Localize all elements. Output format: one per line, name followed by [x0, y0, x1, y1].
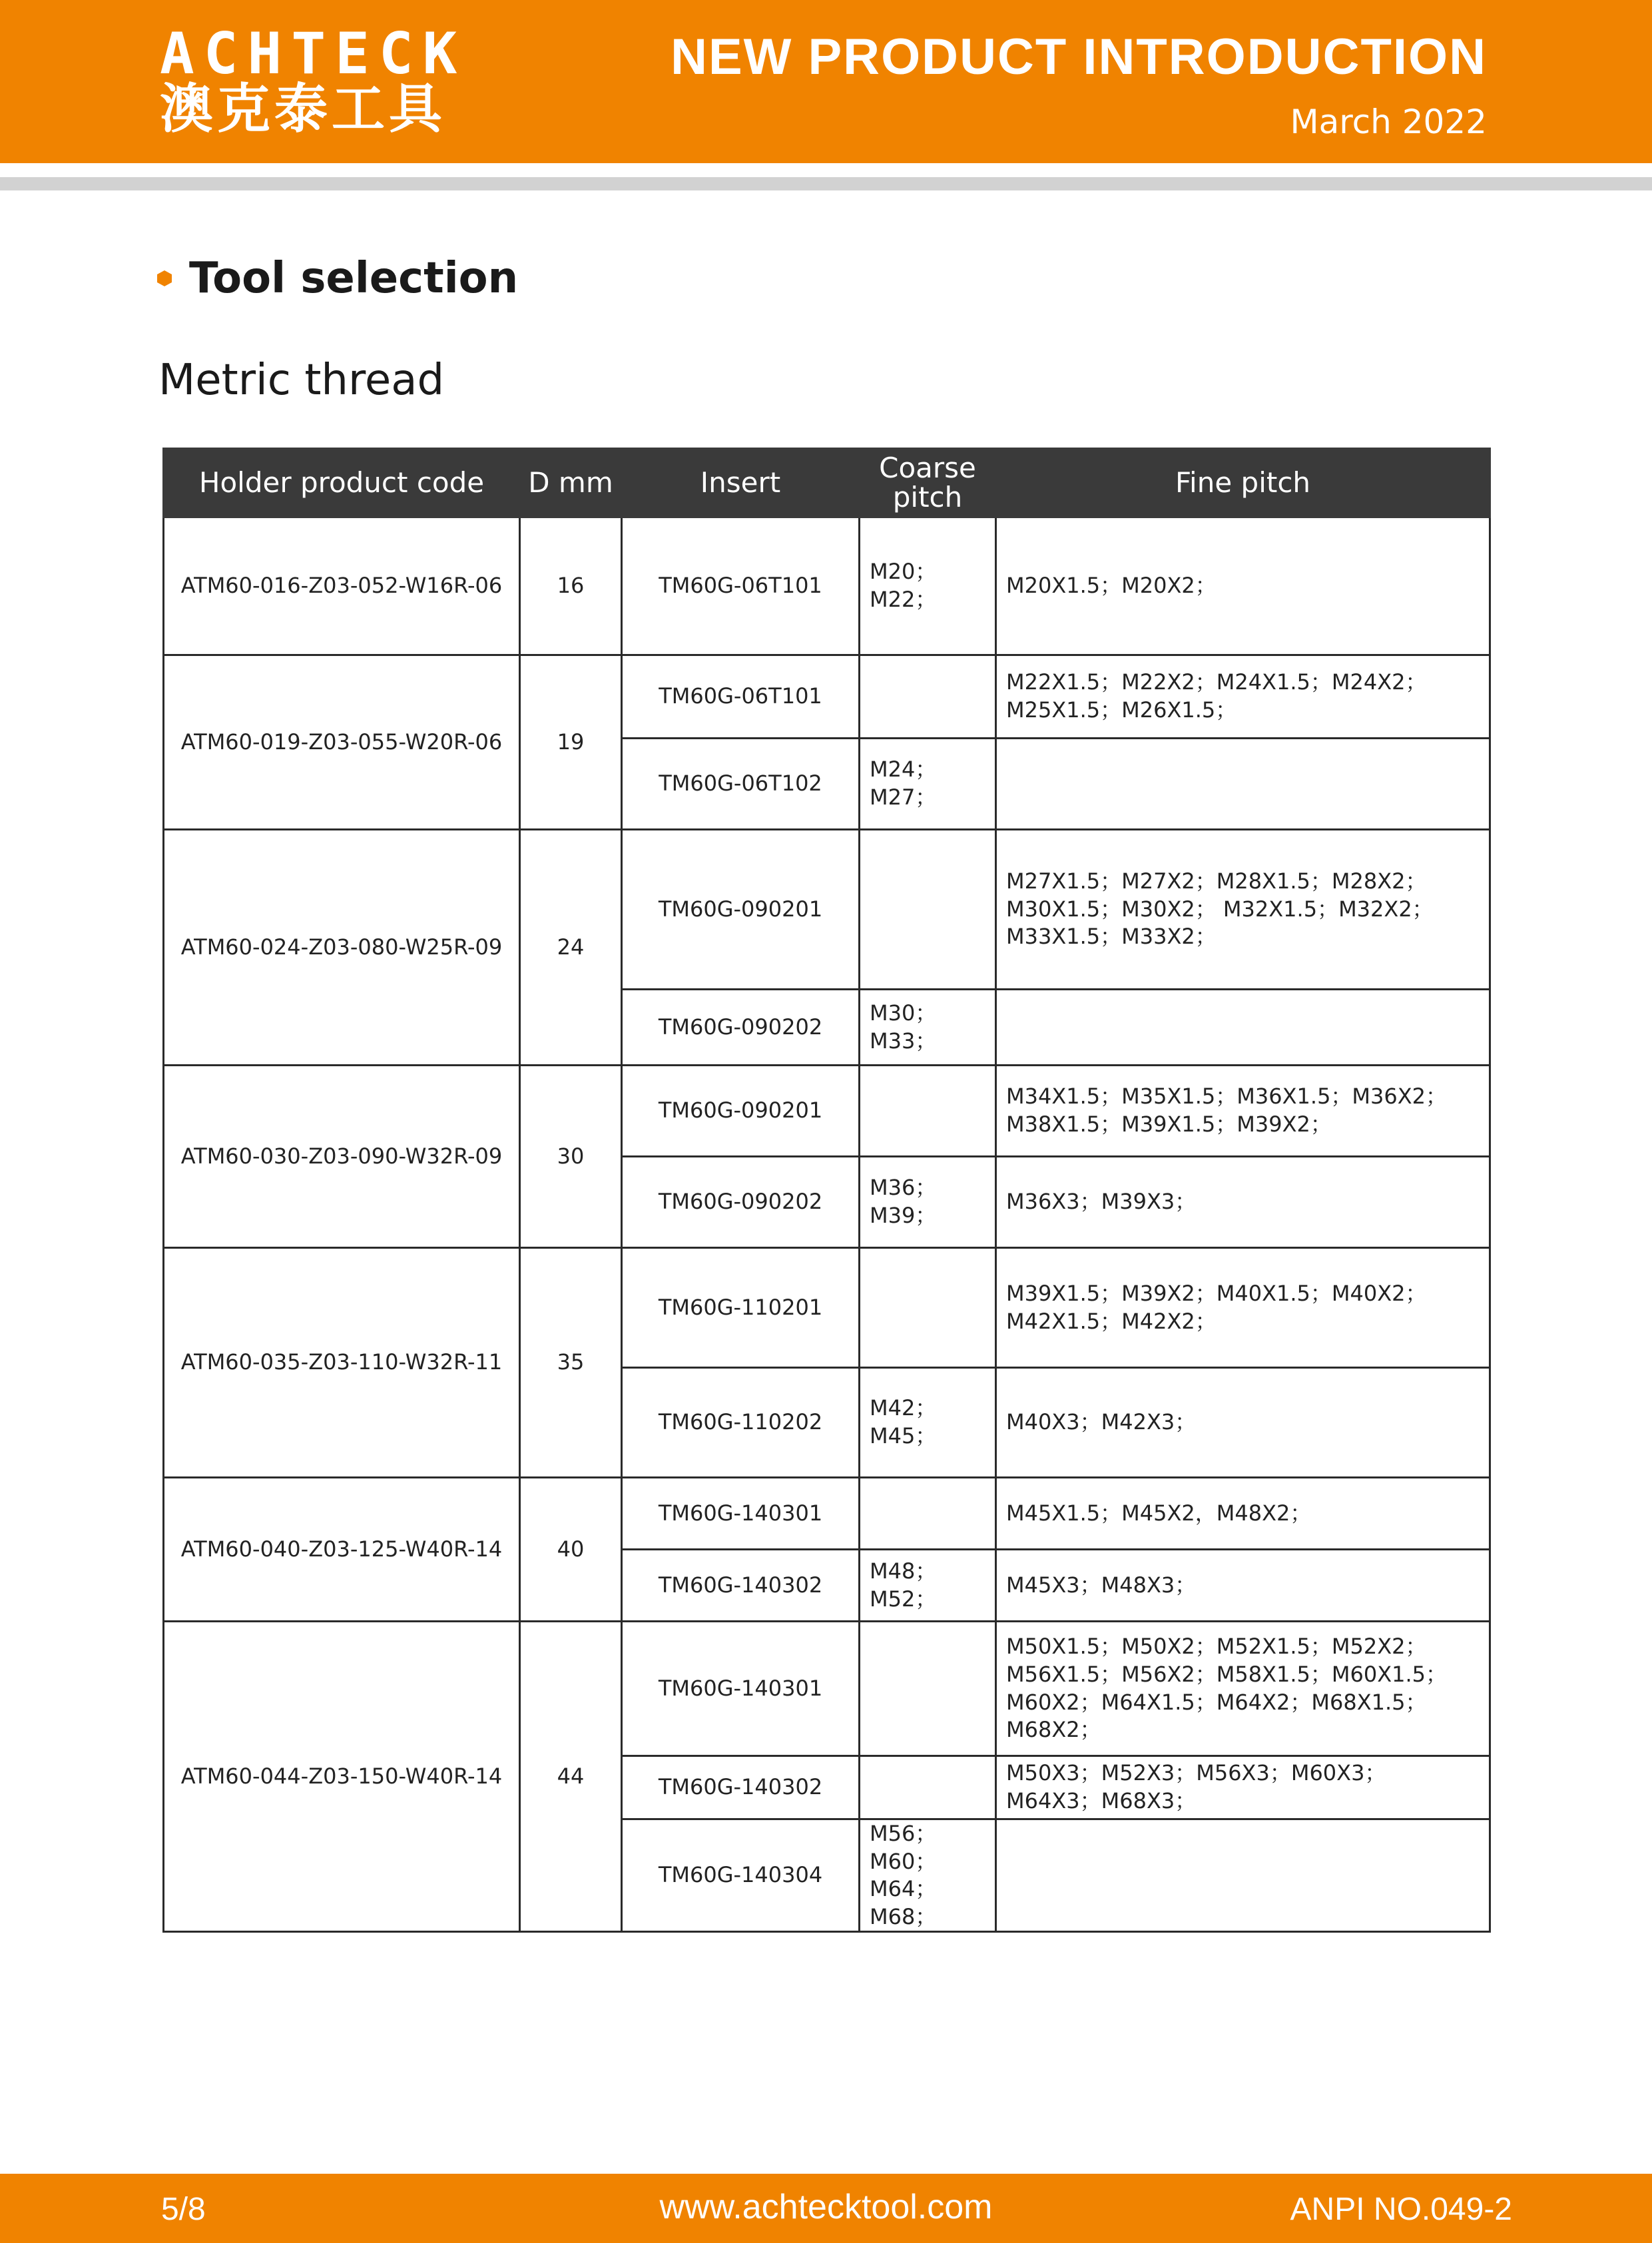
- holder-code-cell: ATM60-040-Z03-125-W40R-14: [164, 1478, 520, 1622]
- section-heading: [157, 252, 518, 305]
- holder-code-cell: ATM60-016-Z03-052-W16R-06: [164, 517, 520, 655]
- header-d: D mm: [520, 449, 622, 517]
- header-holder: Holder product code: [164, 449, 520, 517]
- holder-code-cell: ATM60-044-Z03-150-W40R-14: [164, 1622, 520, 1932]
- insert-cell: TM60G-140302: [622, 1550, 860, 1622]
- coarse-pitch-cell: M20；M22；: [860, 517, 996, 655]
- header-coarse-line2: pitch: [892, 481, 963, 513]
- fine-pitch-cell: M50X3；M52X3；M56X3；M60X3；M64X3；M68X3；: [996, 1756, 1490, 1819]
- coarse-pitch-cell: [860, 1756, 996, 1819]
- insert-cell: TM60G-140302: [622, 1756, 860, 1819]
- coarse-pitch-cell: [860, 655, 996, 739]
- insert-cell: TM60G-090201: [622, 830, 860, 990]
- diameter-cell: 40: [520, 1478, 622, 1622]
- diameter-cell: 30: [520, 1066, 622, 1248]
- table-body: [164, 517, 1490, 1932]
- insert-cell: TM60G-090201: [622, 1066, 860, 1157]
- fine-pitch-cell: M45X1.5；M45X2，M48X2；: [996, 1478, 1490, 1550]
- diameter-cell: 19: [520, 655, 622, 830]
- insert-cell: TM60G-090202: [622, 1157, 860, 1248]
- holder-code-cell: ATM60-019-Z03-055-W20R-06: [164, 655, 520, 830]
- fine-pitch-cell: M22X1.5；M22X2；M24X1.5；M24X2；M25X1.5；M26X1.5；: [996, 655, 1490, 739]
- insert-cell: TM60G-140301: [622, 1478, 860, 1550]
- section-subtitle: Metric thread: [158, 356, 445, 405]
- header-coarse-line1: Coarse: [879, 451, 976, 484]
- brand-logo-en: ACHTECK: [160, 21, 467, 87]
- page-title: NEW PRODUCT INTRODUCTION: [671, 29, 1487, 85]
- website-url: www.achtecktool.com: [659, 2188, 993, 2226]
- coarse-pitch-cell: [860, 1478, 996, 1550]
- table-header-row: [164, 449, 1490, 517]
- fine-pitch-cell: M34X1.5；M35X1.5；M36X1.5；M36X2；M38X1.5；M39X1.5；M39X2；: [996, 1066, 1490, 1157]
- insert-cell: TM60G-06T101: [622, 655, 860, 739]
- coarse-pitch-cell: M42；M45；: [860, 1368, 996, 1478]
- table-row: [164, 517, 1490, 655]
- coarse-pitch-cell: [860, 1066, 996, 1157]
- fine-pitch-cell: M20X1.5；M20X2；: [996, 517, 1490, 655]
- coarse-pitch-cell: M36；M39；: [860, 1157, 996, 1248]
- insert-cell: TM60G-140304: [622, 1819, 860, 1932]
- table-row: [164, 1478, 1490, 1550]
- table-row: [164, 1622, 1490, 1756]
- insert-cell: TM60G-110201: [622, 1248, 860, 1368]
- insert-cell: TM60G-110202: [622, 1368, 860, 1478]
- publication-date: March 2022: [1290, 103, 1487, 141]
- insert-cell: TM60G-140301: [622, 1622, 860, 1756]
- coarse-pitch-cell: M30；M33；: [860, 990, 996, 1066]
- fine-pitch-cell: M36X3；M39X3；: [996, 1157, 1490, 1248]
- coarse-pitch-cell: [860, 830, 996, 990]
- diameter-cell: 44: [520, 1622, 622, 1932]
- insert-cell: TM60G-06T101: [622, 517, 860, 655]
- diameter-cell: 35: [520, 1248, 622, 1478]
- page-number: 5/8: [161, 2192, 206, 2227]
- fine-pitch-cell: M39X1.5；M39X2；M40X1.5；M40X2；M42X1.5；M42X2；: [996, 1248, 1490, 1368]
- header-divider: [0, 177, 1652, 190]
- table-row: [164, 1248, 1490, 1368]
- tool-selection-table: [162, 448, 1491, 1933]
- coarse-pitch-cell: [860, 1248, 996, 1368]
- coarse-pitch-cell: M24；M27；: [860, 739, 996, 830]
- header-banner: [0, 0, 1652, 163]
- hexagon-bullet-icon: [157, 270, 172, 286]
- table-row: [164, 1066, 1490, 1157]
- coarse-pitch-cell: M48；M52；: [860, 1550, 996, 1622]
- fine-pitch-cell: [996, 1819, 1490, 1932]
- diameter-cell: 16: [520, 517, 622, 655]
- diameter-cell: 24: [520, 830, 622, 1066]
- fine-pitch-cell: M27X1.5；M27X2；M28X1.5；M28X2；M30X1.5；M30X2； M32X1.5；M32X2；M33X1.5；M33X2；: [996, 830, 1490, 990]
- holder-code-cell: ATM60-024-Z03-080-W25R-09: [164, 830, 520, 1066]
- fine-pitch-cell: [996, 990, 1490, 1066]
- fine-pitch-cell: M50X1.5；M50X2；M52X1.5；M52X2；M56X1.5；M56X2；M58X1.5；M60X1.5；M60X2；M64X1.5；M64X2；M68X1.5；M68X2；: [996, 1622, 1490, 1756]
- header-insert: Insert: [622, 449, 860, 517]
- header-fine: Fine pitch: [996, 449, 1490, 517]
- fine-pitch-cell: M40X3；M42X3；: [996, 1368, 1490, 1478]
- coarse-pitch-cell: M56；M60；M64；M68；: [860, 1819, 996, 1932]
- insert-cell: TM60G-090202: [622, 990, 860, 1066]
- brand-logo-cn: 澳克泰工具: [160, 78, 446, 140]
- insert-cell: TM60G-06T102: [622, 739, 860, 830]
- holder-code-cell: ATM60-035-Z03-110-W32R-11: [164, 1248, 520, 1478]
- table-row: [164, 830, 1490, 990]
- fine-pitch-cell: [996, 739, 1490, 830]
- table-row: [164, 655, 1490, 739]
- header-coarse: [860, 449, 996, 517]
- section-title: Tool selection: [189, 254, 519, 303]
- document-code: ANPI NO.049-2: [1290, 2192, 1512, 2227]
- coarse-pitch-cell: [860, 1622, 996, 1756]
- fine-pitch-cell: M45X3；M48X3；: [996, 1550, 1490, 1622]
- holder-code-cell: ATM60-030-Z03-090-W32R-09: [164, 1066, 520, 1248]
